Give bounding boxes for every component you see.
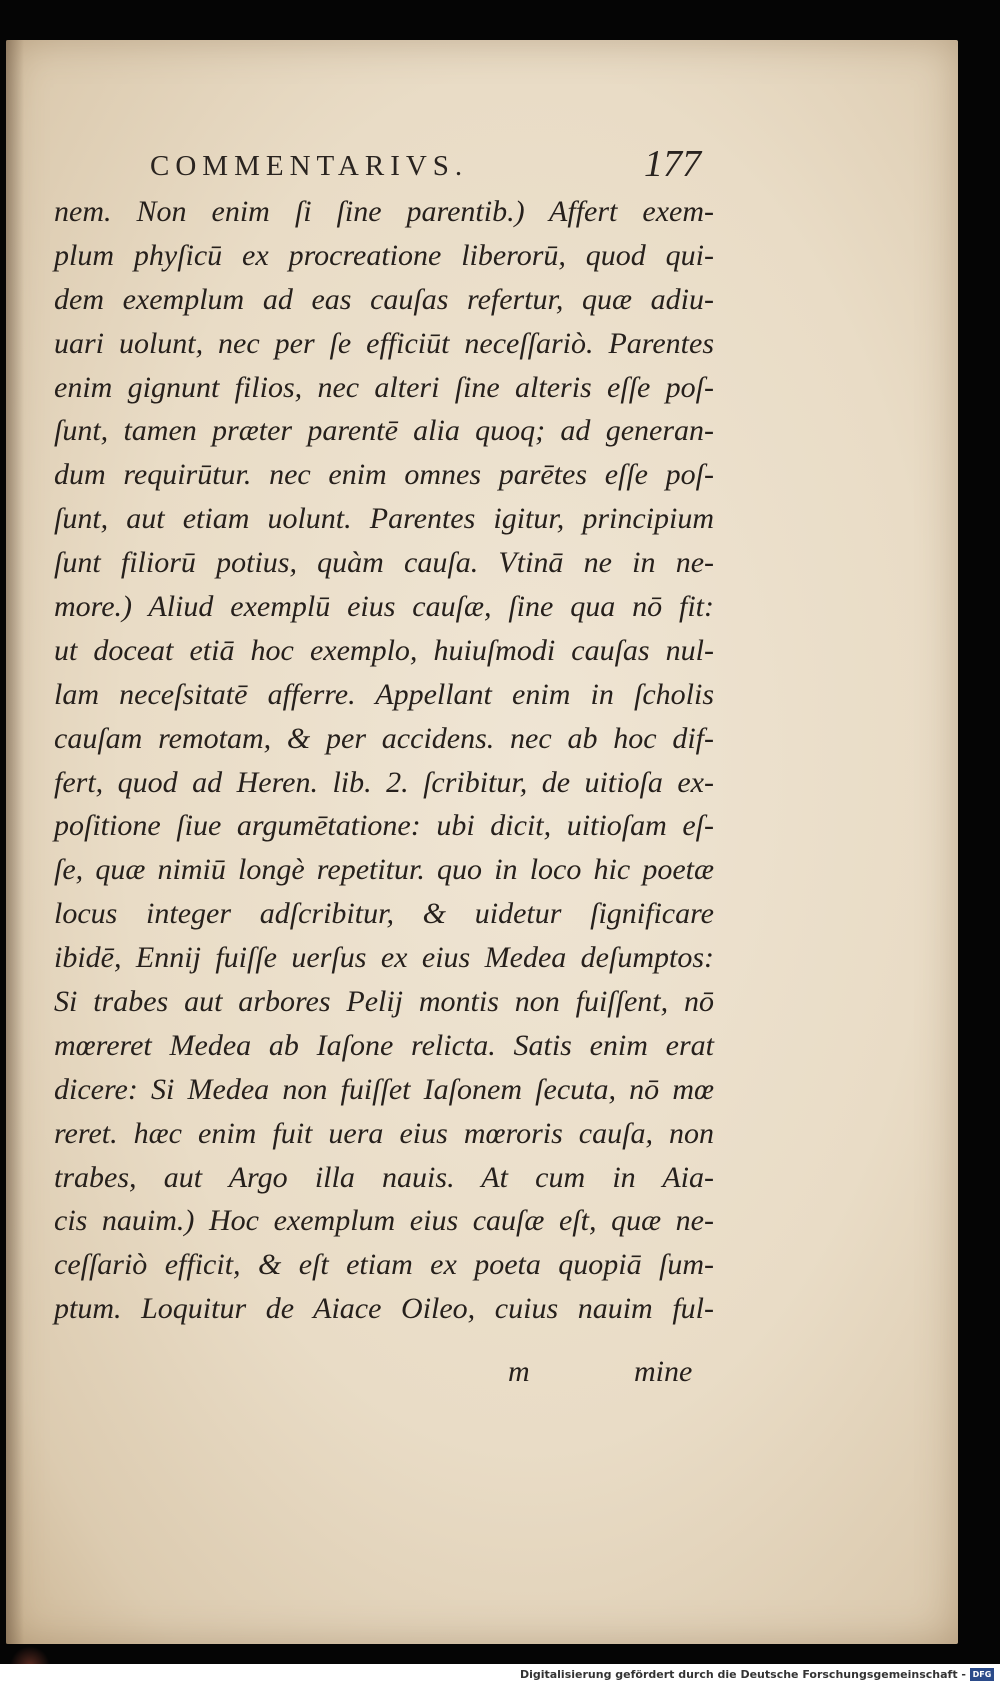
running-head: COMMENTARIVS. [150, 150, 469, 182]
text-line: ſunt, tamen præter parentē alia quoq; ad generan- [54, 414, 714, 448]
text-line: dem exemplum ad eas cauſas refertur, quæ adiu- [54, 282, 714, 316]
text-line: more.) Aliud exemplū eius cauſæ, ſine qua nō fit: [54, 590, 714, 624]
text-line: locus integer adſcribitur, & uidetur ſignificare [54, 897, 714, 931]
text-line: cis nauim.) Hoc exemplum eius cauſæ eſt, quæ ne- [54, 1204, 714, 1238]
text-line: plum phyſicū ex procreatione liberorū, quod qui- [54, 238, 714, 272]
text-line: fert, quod ad Heren. lib. 2. ſcribitur, de uitioſa ex- [54, 765, 714, 799]
book-page [6, 40, 958, 1644]
text-line: lam neceſsitatē afferre. Appellant enim in ſcholis [54, 677, 714, 711]
text-line: enim gignunt filios, nec alteri ſine alteris eſſe poſ- [54, 370, 714, 404]
page-header [6, 114, 958, 185]
page-footer-marks [66, 1355, 726, 1395]
text-line: trabes, aut Argo illa nauis. At cum in Aia- [54, 1160, 714, 1194]
page-gutter-shadow [6, 40, 24, 1644]
text-line: dum requirūtur. nec enim omnes parētes eſſe poſ- [54, 458, 714, 492]
text-line: uari uolunt, nec per ſe efficiūt neceſſariò. Parentes [54, 326, 714, 360]
dfg-logo: DFG [970, 1668, 994, 1681]
text-line: dicere: Si Medea non fuiſſet Iaſonem ſecuta, nō mœ [54, 1072, 714, 1106]
body-text [54, 190, 714, 1331]
page-number: 177 [644, 143, 701, 185]
signature-mark: m [508, 1355, 530, 1388]
text-line: nem. Non enim ſi ſine parentib.) Affert exem- [54, 195, 714, 228]
catchword: mine [634, 1355, 693, 1388]
credit-bar [0, 1664, 1000, 1686]
text-line: ſe, quæ nimiū longè repetitur. quo in loco hic poetæ [54, 853, 714, 887]
text-line: Si trabes aut arbores Pelij montis non fuiſſent, nō [54, 985, 714, 1019]
text-line: cauſam remotam, & per accidens. nec ab hoc dif- [54, 721, 714, 755]
text-line: ceſſariò efficit, & eſt etiam ex poeta quopiā ſum- [54, 1248, 714, 1282]
text-line: ut doceat etiā hoc exemplo, huiuſmodi cauſas nul- [54, 633, 714, 667]
text-line: ſunt, aut etiam uolunt. Parentes igitur, principium [54, 502, 714, 536]
text-line: poſitione ſiue argumētatione: ubi dicit, uitioſam eſ- [54, 809, 714, 843]
text-line: ſunt filiorū potius, quàm cauſa. Vtinā ne in ne- [54, 546, 714, 580]
text-line: mœreret Medea ab Iaſone relicta. Satis enim erat [54, 1028, 714, 1062]
text-line: ptum. Loquitur de Aiace Oileo, cuius nauim ful- [54, 1292, 714, 1326]
text-line: ibidē, Ennij fuiſſe uerſus ex eius Medea deſumptos: [54, 941, 714, 975]
text-line: reret. hæc enim fuit uera eius mœroris cauſa, non [54, 1116, 714, 1150]
funding-credit: Digitalisierung gefördert durch die Deutsche Forschungsgemeinschaft - [519, 1668, 966, 1681]
